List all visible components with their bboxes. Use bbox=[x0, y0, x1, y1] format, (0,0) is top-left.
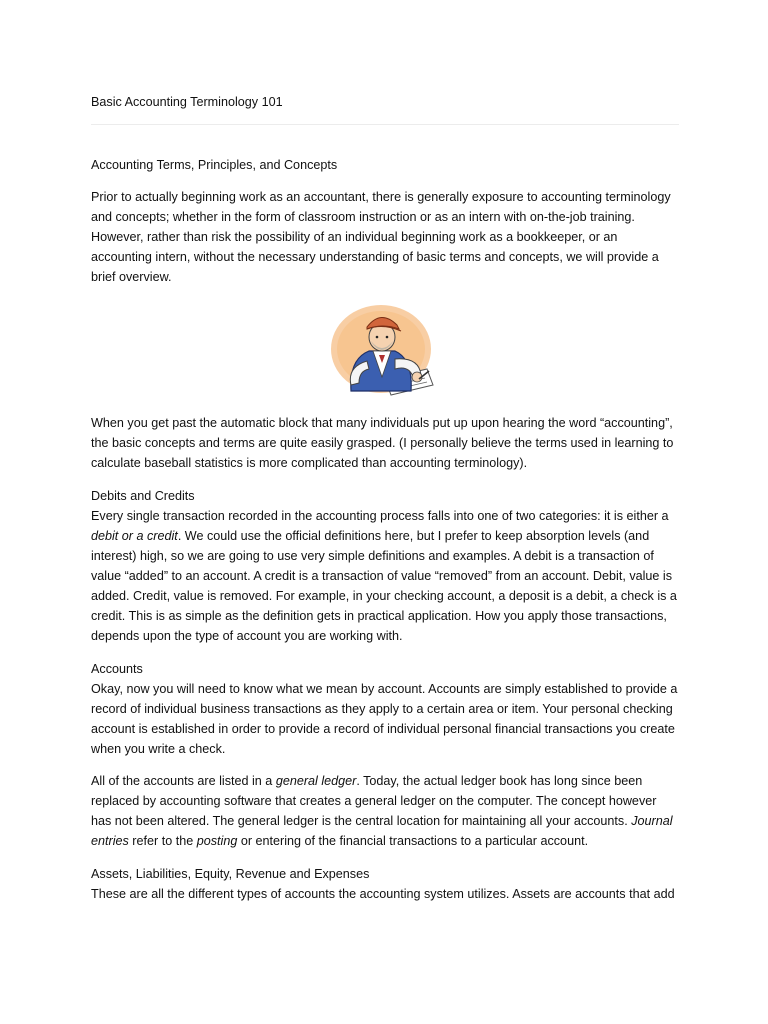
debits-credits-emphasis: debit or a credit bbox=[91, 529, 178, 543]
main-heading: Accounting Terms, Principles, and Concepts bbox=[91, 158, 338, 172]
account-types-heading: Assets, Liabilities, Equity, Revenue and Expenses bbox=[91, 867, 370, 881]
accounts-p2-text-4: or entering of the financial transactions to a particular account. bbox=[237, 834, 589, 848]
illustration-container bbox=[91, 299, 679, 403]
debits-credits-paragraph bbox=[91, 506, 679, 646]
document-body bbox=[91, 92, 679, 904]
intro-paragraph: Prior to actually beginning work as an accountant, there is generally exposure to accounting terminology and concepts; whether in the form of classroom instruction or as an intern with on-the-job training. However, rather than risk the possibility of an individual beginning work as a bookkeeper, or an accounting intern, without the necessary understanding of basic terms and concepts, we will provide a brief overview. bbox=[91, 190, 671, 284]
accounts-heading: Accounts bbox=[91, 662, 143, 676]
accountant-clipart-icon bbox=[329, 299, 439, 403]
accounts-paragraph-2 bbox=[91, 771, 679, 851]
debits-credits-heading: Debits and Credits bbox=[91, 489, 195, 503]
general-ledger-term: general ledger bbox=[275, 774, 357, 788]
document-title: Basic Accounting Terminology 101 bbox=[91, 95, 283, 109]
accounts-paragraph-1: Okay, now you will need to know what we mean by account. Accounts are simply established to provide a record of individual business transactions as they apply to a certain area or item. Your personal checking account is established in order to provide a record of individual personal financial transactions you create when you write a check. bbox=[91, 682, 678, 756]
after-image-paragraph: When you get past the automatic block that many individuals put up upon hearing the word “accounting”, the basic concepts and terms are quite easily grasped. (I personally believe the terms used in learning to calculate baseball statistics is more complicated than accounting terminology). bbox=[91, 416, 674, 470]
account-types-paragraph: These are all the different types of accounts the accounting system utilizes. Assets are accounts that add bbox=[91, 887, 675, 901]
accounts-p2-text-1: All of the accounts are listed in a bbox=[91, 774, 276, 788]
posting-term: posting bbox=[196, 834, 238, 848]
accounts-p2-text-2: . Today, the actual ledger book has long since been replaced by accounting software that creates a general ledger on the computer. The concept however has not been altered. The general ledger is the central location for maintaining all your accounts. bbox=[91, 774, 657, 828]
debits-credits-text-2: . We could use the official definitions here, but I prefer to keep absorption levels (and interest) high, so we are going to use very simple definitions and examples. A debit is a transaction of value “added” to an account. A credit is a transaction of value “removed” from an account. Debit, value is added. Credit, value is removed. For example, in your checking account, a deposit is a debit, a check is a credit. This is as simple as the definition gets in practical application. How you apply those transactions, depends upon the type of account you are working with. bbox=[91, 529, 677, 643]
debits-credits-text-1: Every single transaction recorded in the accounting process falls into one of two categories: it is either a bbox=[91, 509, 669, 523]
accounts-p2-text-3: refer to the bbox=[128, 834, 197, 848]
title-divider bbox=[91, 124, 679, 125]
journal-entries-term: Journal entries bbox=[91, 814, 673, 848]
